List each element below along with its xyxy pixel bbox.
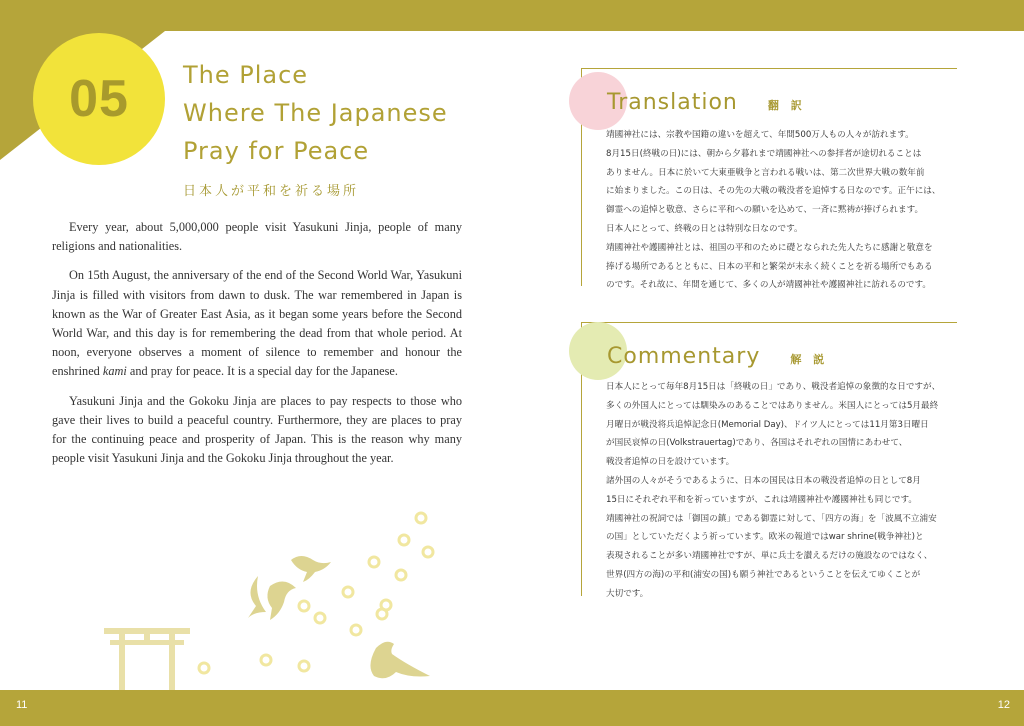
text-line: のです。それ故に、年間を通じて、多くの人が靖國神社や護國神社に訪れるのです。 — [606, 280, 932, 291]
torii-gate-icon — [104, 626, 190, 692]
translation-text — [606, 126, 961, 295]
text-line: 日本人にとって、終戦の日とは特別な日なのです。 — [606, 223, 803, 234]
text-line: の国」としていただくよう祈っています。欧米の報道ではwar shrine(戦争神社)と — [606, 532, 924, 543]
heading-ja: 翻 訳 — [767, 99, 806, 112]
chapter-number-badge — [33, 33, 165, 165]
page-title — [183, 56, 483, 170]
translation-heading — [607, 90, 806, 115]
japanese-subtitle: 日本人が平和を祈る場所 — [183, 184, 360, 199]
english-paragraph — [52, 266, 462, 381]
paragraph-text: and pray for peace. It is a special day for the Japanese. — [126, 364, 398, 379]
commentary-heading — [607, 344, 828, 369]
text-line: 大切です。 — [606, 588, 649, 599]
paragraph-text: On 15th August, the anniversary of the end of the Second World War, Yasukuni Jinja is filled with visitors from dawn to dusk. The war remembered in Japan is known as the War of Greater East Asia, as it began some years before the Second World War, and this day is for remembering the dead from that whole period. At noon, everyone observes a moment of silence to remember and honour the enshrined — [52, 268, 462, 379]
english-paragraph: Yasukuni Jinja and the Gokoku Jinja are places to pay respects to those who gave their lives to build a peaceful country. Furthermore, they are places to pray for the continuing peace and prosperity of Japan. This is the reason why many people visit Yasukuni Jinja and the Gokoku Jinja throughout the year. — [52, 393, 462, 466]
section-rule — [581, 322, 957, 323]
page-number-right: 12 — [997, 699, 1010, 711]
text-line: が国民哀悼の日(Volkstrauertag)であり、各国はそれぞれの国情にあわせて、 — [606, 438, 908, 449]
text-line: ありません。日本に於いて大東亜戦争と言われる戦いは、第二次世界大戦の数年前 — [606, 167, 925, 178]
title-line: The Place — [183, 61, 309, 89]
text-line: 靖國神社には、宗教や国籍の違いを超えて、年間500万人もの人々が訪れます。 — [606, 130, 914, 140]
top-band — [0, 0, 1024, 31]
text-line: 15日にそれぞれ平和を祈っていますが、これは靖國神社や護國神社も同じです。 — [606, 494, 918, 505]
heading-ja: 解 説 — [790, 353, 829, 366]
text-line: 靖國神社や護國神社とは、祖国の平和のために礎となられた先人たちに感謝と敬意を — [606, 242, 933, 253]
english-paragraph: Every year, about 5,000,000 people visit Yasukuni Jinja, people of many religions and nationalities. — [52, 220, 462, 254]
kami-term: kami — [102, 364, 127, 379]
text-line: 月曜日が戦没将兵追悼記念日(Memorial Day)、ドイツ人にとっては11月第3日曜日 — [606, 419, 929, 430]
text-line: 御霊への追悼と敬意、さらに平和への願いを込めて、一斉に黙祷が捧げられます。 — [606, 205, 924, 216]
title-line: Pray for Peace — [183, 137, 370, 165]
text-line: 捧げる場所であるとともに、日本の平和と繁栄が末永く続くことを祈る場所でもある — [606, 261, 933, 272]
heading-en: Commentary — [607, 344, 761, 369]
title-line: Where The Japanese — [183, 99, 448, 127]
doves-and-lights-decoration — [196, 500, 446, 690]
text-line: 8月15日(終戦の日)には、朝から夕暮れまで靖國神社への参拝者が途切れることは — [606, 148, 922, 159]
text-line: 諸外国の人々がそうであるように、日本の国民は日本の戦没者追悼の日として8月 — [606, 475, 921, 486]
text-line: 戦没者追悼の日を設けています。 — [606, 457, 735, 468]
section-rule — [581, 68, 957, 69]
heading-en: Translation — [607, 90, 738, 115]
english-body — [52, 218, 462, 478]
text-line: 日本人にとって毎年8月15日は「終戦の日」であり、戦没者追悼の象徴的な日ですが、 — [606, 382, 941, 392]
text-line: 表現されることが多い靖國神社ですが、単に兵士を讃えるだけの施設なのではなく、 — [606, 551, 933, 562]
chapter-number: 05 — [69, 70, 129, 128]
translation-section — [581, 68, 957, 291]
page-number-left: 11 — [16, 699, 28, 711]
bottom-band — [0, 690, 1024, 726]
text-line: に始まりました。この日は、その先の大戦の戦没者を追悼する日なのです。正午には、 — [606, 186, 941, 197]
text-line: 世界(四方の海)の平和(浦安の国)も願う神社であるということを伝えてゆくことが — [606, 569, 921, 580]
commentary-section — [581, 322, 957, 599]
text-line: 靖國神社の祝詞では「御国の鎮」である御霊に対して、「四方の海」を「波風不立浦安 — [606, 513, 937, 524]
text-line: 多くの外国人にとっては馴染みのあることではありません。米国人にとっては5月最終 — [606, 400, 939, 411]
commentary-text — [606, 378, 961, 604]
